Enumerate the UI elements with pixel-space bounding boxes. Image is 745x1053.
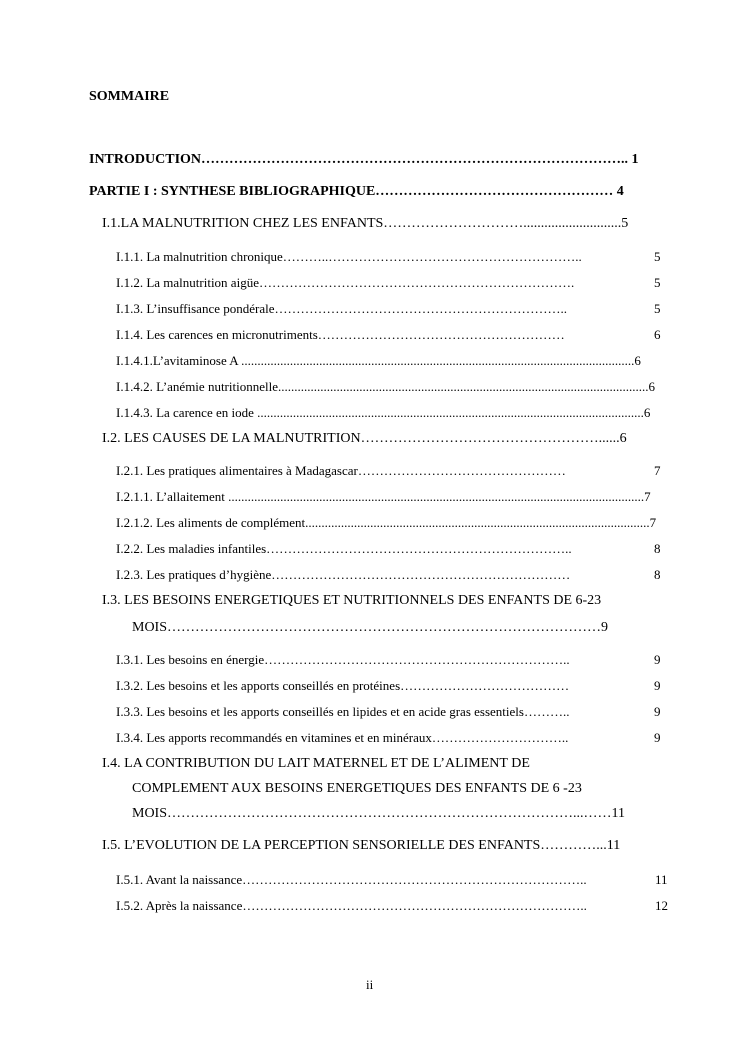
- toc-page-number: 9: [654, 678, 661, 693]
- toc-entry-partie-1: PARTIE I : SYNTHESE BIBLIOGRAPHIQUE…………………………………………… 4: [89, 184, 624, 199]
- toc-entry-i3-3: I.3.3. Les besoins et les apports conseillés en lipides et en acide gras essentiels………..: [116, 704, 570, 719]
- toc-entry-i4-cont: MOIS……………………………………………………………………………...……11: [132, 806, 625, 821]
- toc-entry-i1-4-3: I.1.4.3. La carence en iode .......................................................................................................................6: [116, 405, 651, 420]
- toc-page-number: 8: [654, 541, 661, 556]
- toc-entry-i2-1-1: I.2.1.1. L’allaitement ................................................................................................................................7: [116, 489, 651, 504]
- toc-page-number: 5: [654, 301, 661, 316]
- toc-entry-i2: I.2. LES CAUSES DE LA MALNUTRITION……………………………………………......6: [102, 431, 627, 446]
- toc-entry-i1-4-1: I.1.4.1.L’avitaminose A .........................................................................................................................6: [116, 353, 641, 368]
- page-title: SOMMAIRE: [89, 89, 170, 104]
- toc-page-number: 5: [654, 249, 661, 264]
- toc-entry-i2-3: I.2.3. Les pratiques d’hygiène……………………………………………………………: [116, 567, 571, 582]
- toc-entry-i3-2: I.3.2. Les besoins et les apports conseillés en protéines…………………………………: [116, 678, 570, 693]
- toc-entry-i1-4-2: I.1.4.2. L’anémie nutritionnelle..................................................................................................................6: [116, 379, 655, 394]
- toc-entry-i1: I.1.LA MALNUTRITION CHEZ LES ENFANTS…………………………............................5: [102, 216, 629, 231]
- toc-entry-i3-1: I.3.1. Les besoins en énergie……………………………………………………………..: [116, 652, 570, 667]
- toc-page-number: 7: [654, 463, 661, 478]
- toc-entry-i3: I.3. LES BESOINS ENERGETIQUES ET NUTRITIONNELS DES ENFANTS DE 6-23: [102, 593, 602, 608]
- toc-entry-i2-1-2: I.2.1.2. Les aliments de complément..........................................................................................................7: [116, 515, 657, 530]
- toc-page-number: 9: [654, 704, 661, 719]
- toc-page-number: 8: [654, 567, 661, 582]
- toc-entry-i4: I.4. LA CONTRIBUTION DU LAIT MATERNEL ET DE L’ALIMENT DE: [102, 756, 530, 771]
- toc-page-number: 5: [654, 275, 661, 290]
- toc-entry-i5: I.5. L’EVOLUTION DE LA PERCEPTION SENSORIELLE DES ENFANTS…………...11: [102, 838, 621, 853]
- toc-entry-i3-4: I.3.4. Les apports recommandés en vitamines et en minéraux…………………………..: [116, 730, 569, 745]
- toc-entry-i4-cont: COMPLEMENT AUX BESOINS ENERGETIQUES DES ENFANTS DE 6 -23: [132, 781, 582, 796]
- toc-entry-i1-3: I.1.3. L’insuffisance pondérale…………………………………………………………..: [116, 301, 567, 316]
- toc-entry-i1-1: I.1.1. La malnutrition chronique………..…………………………………………………..: [116, 249, 582, 264]
- toc-entry-i5-2: I.5.2. Après la naissance……………………………………………………………………..: [116, 898, 587, 913]
- toc-page-number: 9: [654, 652, 661, 667]
- toc-entry-i5-1: I.5.1. Avant la naissance……………………………………………………………………..: [116, 872, 587, 887]
- toc-entry-i1-2: I.1.2. La malnutrition aigüe……………………………………………………………….: [116, 275, 575, 290]
- toc-entry-i2-2: I.2.2. Les maladies infantiles……………………………………………………………..: [116, 541, 572, 556]
- toc-page-number: 11: [655, 872, 668, 887]
- toc-page-number: 12: [655, 898, 668, 913]
- toc-entry-i2-1: I.2.1. Les pratiques alimentaires à Madagascar…………………………………………: [116, 463, 566, 478]
- page-number: ii: [366, 977, 374, 992]
- toc-entry-introduction: INTRODUCTION……………………………………………………………………………….. 1: [89, 152, 639, 167]
- toc-page-number: 6: [654, 327, 661, 342]
- toc-entry-i1-4: I.1.4. Les carences en micronutriments…………………………………………………: [116, 327, 565, 342]
- toc-entry-i3-cont: MOIS…………………………………………………………………………………9: [132, 620, 609, 635]
- toc-page-number: 9: [654, 730, 661, 745]
